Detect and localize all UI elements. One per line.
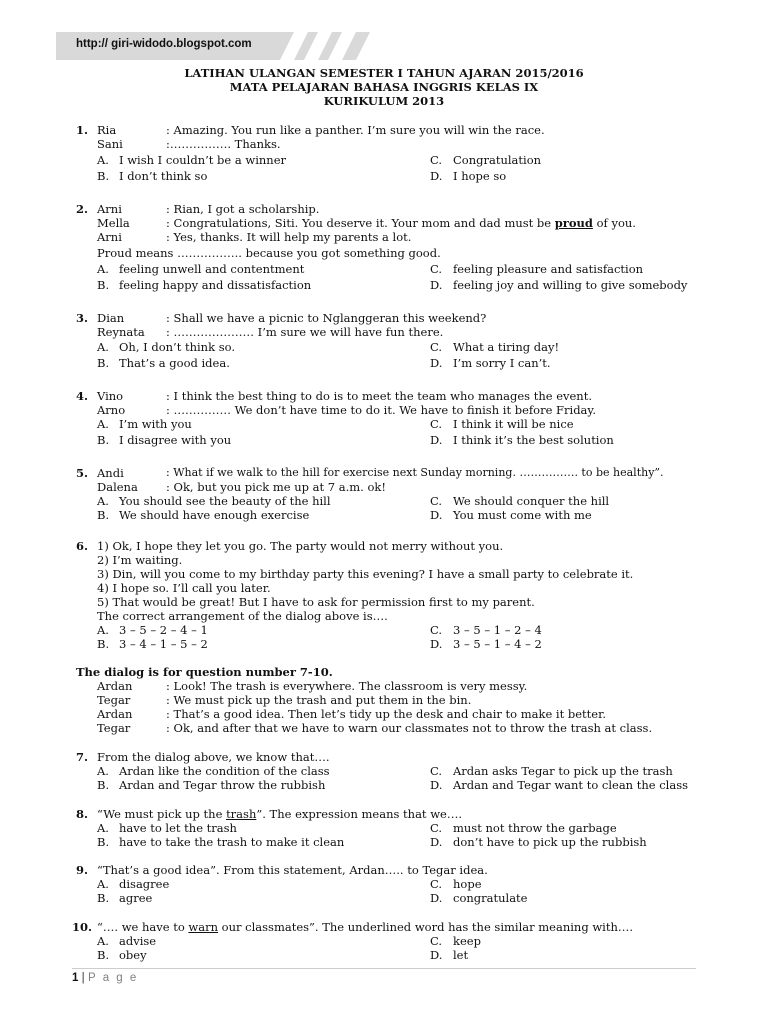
option-c[interactable]: We should conquer the hill xyxy=(453,494,610,508)
dialog-line: : Look! The trash is everywhere. The classroom is very messy. xyxy=(166,679,528,693)
question-number: 10. xyxy=(72,920,93,934)
option-d[interactable]: I hope so xyxy=(453,169,507,183)
dialog-line: 5) That would be great! But I have to ask for permission first to my parent. xyxy=(97,595,535,609)
option-letter: B. xyxy=(97,891,110,905)
question-stem: Proud means …………….. because you got something good. xyxy=(97,246,441,260)
option-b[interactable]: Ardan and Tegar throw the rubbish xyxy=(119,778,326,792)
option-d[interactable]: I think it’s the best solution xyxy=(453,433,614,447)
option-c[interactable]: hope xyxy=(453,877,482,891)
option-letter: A. xyxy=(97,623,109,637)
blog-url: http:// giri-widodo.blogspot.com xyxy=(76,38,252,50)
option-letter: B. xyxy=(97,508,110,522)
option-d[interactable]: Ardan and Tegar want to clean the class xyxy=(453,778,689,792)
speaker: Arni xyxy=(97,202,122,216)
question-stem: “…. we have to warn our classmates”. The underlined word has the similar meaning with…. xyxy=(97,920,634,934)
option-letter: B. xyxy=(97,637,110,651)
option-letter: C. xyxy=(430,821,443,835)
page-footer xyxy=(72,972,138,984)
option-c[interactable]: Ardan asks Tegar to pick up the trash xyxy=(453,764,673,778)
option-d[interactable]: feeling joy and willing to give somebody xyxy=(453,278,688,292)
option-letter: B. xyxy=(97,356,110,370)
speaker: Ardan xyxy=(97,679,133,693)
option-d[interactable]: let xyxy=(453,948,469,962)
option-b[interactable]: feeling happy and dissatisfaction xyxy=(119,278,312,292)
speaker: Dian xyxy=(97,311,125,325)
dialog-line: : …………… We don’t have time to do it. We have to finish it before Friday. xyxy=(166,403,597,417)
footer-divider xyxy=(72,968,696,969)
header-line-1: LATIHAN ULANGAN SEMESTER I TAHUN AJARAN 2015/2016 xyxy=(184,66,584,80)
question-number: 7. xyxy=(76,750,89,764)
option-a[interactable]: 3 – 5 – 2 – 4 – 1 xyxy=(119,623,208,637)
option-b[interactable]: I disagree with you xyxy=(119,433,232,447)
option-letter: D. xyxy=(430,637,443,651)
underlined-word: trash xyxy=(226,807,257,821)
question-stem: “We must pick up the trash”. The expression means that we…. xyxy=(97,807,463,821)
option-letter: B. xyxy=(97,948,110,962)
option-letter: C. xyxy=(430,340,443,354)
option-letter: A. xyxy=(97,877,109,891)
option-letter: C. xyxy=(430,417,443,431)
option-b[interactable]: obey xyxy=(119,948,147,962)
option-letter: B. xyxy=(97,778,110,792)
option-letter: B. xyxy=(97,835,110,849)
option-a[interactable]: Oh, I don’t think so. xyxy=(119,340,235,354)
header-line-3: KURIKULUM 2013 xyxy=(323,94,445,108)
question-number: 6. xyxy=(76,539,89,553)
option-c[interactable]: keep xyxy=(453,934,481,948)
dialog-line: : Ok, and after that we have to warn our classmates not to throw the trash at class. xyxy=(166,721,653,735)
option-letter: C. xyxy=(430,153,443,167)
question-stem: “That’s a good idea”. From this statement, Ardan….. to Tegar idea. xyxy=(97,863,488,877)
speaker: Reynata xyxy=(97,325,145,339)
speaker: Ria xyxy=(97,123,117,137)
option-letter: D. xyxy=(430,508,443,522)
header-line-2: MATA PELAJARAN BAHASA INGGRIS KELAS IX xyxy=(229,80,539,94)
option-d[interactable]: You must come with me xyxy=(453,508,592,522)
option-d[interactable]: 3 – 5 – 1 – 4 – 2 xyxy=(453,637,542,651)
option-a[interactable]: Ardan like the condition of the class xyxy=(119,764,330,778)
option-letter: C. xyxy=(430,494,443,508)
dialog-line: : Rian, I got a scholarship. xyxy=(166,202,320,216)
question-number: 4. xyxy=(76,389,89,403)
option-letter: D. xyxy=(430,778,443,792)
question-number: 3. xyxy=(76,311,89,325)
question-number: 9. xyxy=(76,863,89,877)
question-stem: From the dialog above, we know that…. xyxy=(97,750,330,764)
speaker: Tegar xyxy=(97,693,131,707)
option-letter: B. xyxy=(97,433,110,447)
option-letter: D. xyxy=(430,356,443,370)
option-letter: A. xyxy=(97,494,109,508)
option-b[interactable]: have to take the trash to make it clean xyxy=(119,835,345,849)
dialog-line: : ………………… I’m sure we will have fun there. xyxy=(166,325,444,339)
question-number: 8. xyxy=(76,807,89,821)
option-a[interactable]: feeling unwell and contentment xyxy=(119,262,305,276)
speaker: Arni xyxy=(97,230,122,244)
dialog-line: : Amazing. You run like a panther. I’m sure you will win the race. xyxy=(166,123,545,137)
option-letter: A. xyxy=(97,417,109,431)
dialog-title: The dialog is for question number 7-10. xyxy=(76,665,333,679)
option-c[interactable]: feeling pleasure and satisfaction xyxy=(453,262,644,276)
option-letter: A. xyxy=(97,340,109,354)
dialog-line: : Ok, but you pick me up at 7 a.m. ok! xyxy=(166,480,387,494)
option-a[interactable]: I wish I couldn’t be a winner xyxy=(119,153,287,167)
option-letter: D. xyxy=(430,433,443,447)
document-header xyxy=(0,66,768,108)
speaker: Ardan xyxy=(97,707,133,721)
question-number: 1. xyxy=(76,123,89,137)
speaker: Arno xyxy=(97,403,126,417)
option-letter: A. xyxy=(97,821,109,835)
underlined-word: warn xyxy=(188,920,219,934)
option-letter: A. xyxy=(97,153,109,167)
dialog-line: 2) I’m waiting. xyxy=(97,553,183,567)
option-letter: D. xyxy=(430,278,443,292)
option-letter: C. xyxy=(430,262,443,276)
option-a[interactable]: disagree xyxy=(119,877,170,891)
speaker: Andi xyxy=(97,466,124,480)
option-c[interactable]: I think it will be nice xyxy=(453,417,574,431)
option-letter: D. xyxy=(430,169,443,183)
dialog-line: 1) Ok, I hope they let you go. The party would not merry without you. xyxy=(97,539,504,553)
option-letter: D. xyxy=(430,891,443,905)
option-letter: B. xyxy=(97,278,110,292)
option-letter: C. xyxy=(430,764,443,778)
speaker: Dalena xyxy=(97,480,138,494)
dialog-line: :……………. Thanks. xyxy=(166,137,281,151)
speaker: Sani xyxy=(97,137,123,151)
speaker: Vino xyxy=(97,389,124,403)
question-number: 5. xyxy=(76,466,89,480)
option-letter: C. xyxy=(430,934,443,948)
option-letter: D. xyxy=(430,948,443,962)
option-letter: C. xyxy=(430,877,443,891)
dialog-line: : That’s a good idea. Then let’s tidy up the desk and chair to make it better. xyxy=(166,707,606,721)
option-a[interactable]: have to let the trash xyxy=(119,821,237,835)
dialog-line: 3) Din, will you come to my birthday party this evening? I have a small party to celebrate it. xyxy=(97,567,634,581)
underlined-word: proud xyxy=(554,216,593,230)
option-c[interactable]: must not throw the garbage xyxy=(453,821,617,835)
dialog-line: : I think the best thing to do is to meet the team who manages the event. xyxy=(166,389,592,403)
option-b[interactable]: That’s a good idea. xyxy=(119,356,230,370)
speaker: Mella xyxy=(97,216,130,230)
dialog-line: : Congratulations, Siti. You deserve it. Your mom and dad must be proud of you. xyxy=(166,216,636,230)
option-a[interactable]: You should see the beauty of the hill xyxy=(119,494,331,508)
option-letter: C. xyxy=(430,623,443,637)
option-letter: B. xyxy=(97,169,110,183)
option-c[interactable]: 3 – 5 – 1 – 2 – 4 xyxy=(453,623,542,637)
option-c[interactable]: Congratulation xyxy=(453,153,542,167)
option-letter: A. xyxy=(97,262,109,276)
option-a[interactable]: I’m with you xyxy=(119,417,192,431)
option-b[interactable]: agree xyxy=(119,891,153,905)
dialog-line: : Yes, thanks. It will help my parents a lot. xyxy=(166,230,412,244)
option-b[interactable]: 3 – 4 – 1 – 5 – 2 xyxy=(119,637,208,651)
page-number: 1 xyxy=(72,972,79,984)
question-number: 2. xyxy=(76,202,89,216)
option-b[interactable]: We should have enough exercise xyxy=(119,508,310,522)
option-d[interactable]: congratulate xyxy=(453,891,528,905)
dialog-line: : What if we walk to the hill for exercise next Sunday morning. ……………. to be healthy”. xyxy=(166,466,664,479)
dialog-line: : Shall we have a picnic to Nglanggeran this weekend? xyxy=(166,311,487,325)
page-label: P a g e xyxy=(88,972,139,984)
option-letter: D. xyxy=(430,835,443,849)
footer-separator: | xyxy=(81,972,85,984)
option-d[interactable]: I’m sorry I can’t. xyxy=(453,356,551,370)
dialog-line: : We must pick up the trash and put them in the bin. xyxy=(166,693,472,707)
dialog-line: 4) I hope so. I’ll call you later. xyxy=(97,581,271,595)
option-letter: A. xyxy=(97,764,109,778)
option-b[interactable]: I don’t think so xyxy=(119,169,208,183)
option-a[interactable]: advise xyxy=(119,934,157,948)
speaker: Tegar xyxy=(97,721,131,735)
option-letter: A. xyxy=(97,934,109,948)
question-stem: The correct arrangement of the dialog above is…. xyxy=(97,609,388,623)
option-c[interactable]: What a tiring day! xyxy=(453,340,560,354)
option-d[interactable]: don’t have to pick up the rubbish xyxy=(453,835,647,849)
